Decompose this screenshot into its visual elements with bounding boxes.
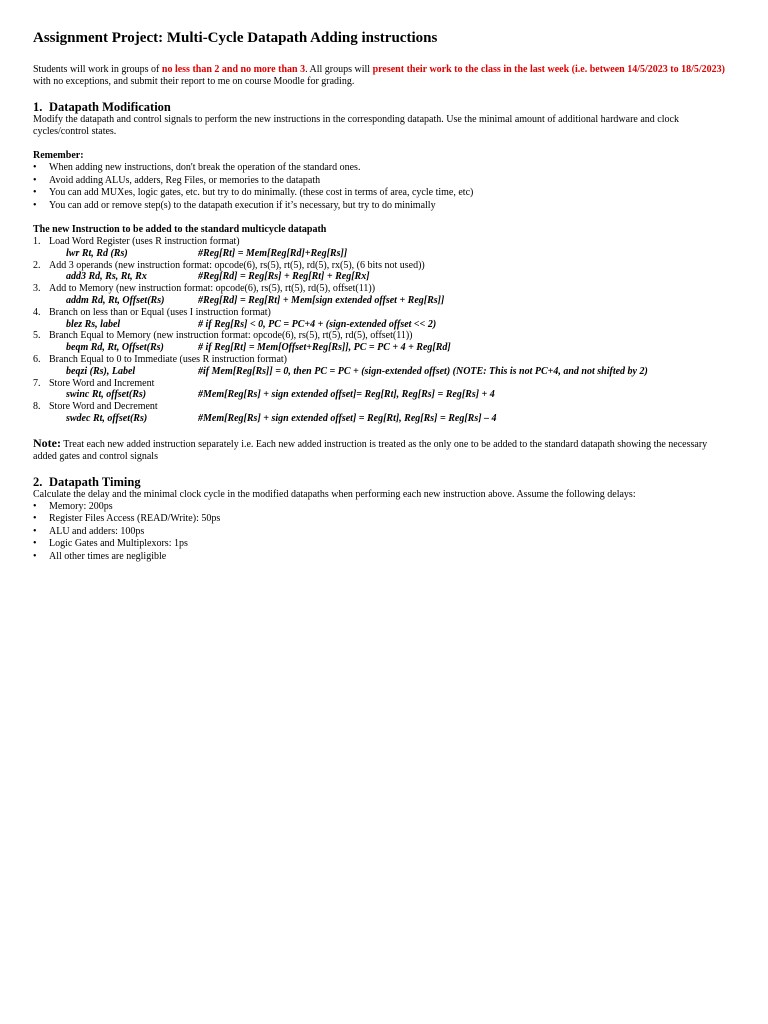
instruction-syntax: addm Rd, Rt, Offset(Rs): [66, 294, 165, 306]
list-item: • When adding new instructions, don't break the operation of the standard ones.: [33, 162, 733, 175]
intro-text-1: Students will work in groups of: [33, 64, 162, 75]
note-paragraph: [33, 437, 733, 463]
intro-paragraph: [33, 64, 733, 88]
instruction-item: 5. Branch Equal to Memory (new instruction format: opcode(6), rs(5), rt(5), rd(5), offset(11)) beqm Rd, Rt, Offset(Rs) # if Reg[Rt] = Mem[Offset+Reg[Rs]], PC = PC + 4 + Reg[Rd]: [33, 330, 451, 354]
list-item: • All other times are negligible: [33, 551, 733, 564]
list-item: • Memory: 200ps: [33, 501, 733, 514]
section-heading-datapath-modification: 1. Datapath Modification: [33, 100, 171, 114]
new-instructions-heading: The new Instruction to be added to the standard multicycle datapath: [33, 224, 327, 235]
list-item: • You can add MUXes, logic gates, etc. but try to do minimally. (these cost in terms of area, cycle time, etc): [33, 187, 733, 200]
list-item: • You can add or remove step(s) to the datapath execution if it’s necessary, but try to do minimally: [33, 200, 733, 213]
instruction-item: 7. Store Word and Increment swinc Rt, offset(Rs) #Mem[Reg[Rs] + sign extended offset]= Reg[Rt], Reg[Rs] = Reg[Rs] + 4: [33, 377, 495, 401]
note-label: Note:: [33, 435, 61, 450]
instruction-item: 3. Add to Memory (new instruction format: opcode(6), rs(5), rt(5), rd(5), offset(11)) addm Rd, Rt, Offset(Rs) #Reg[Rd] = Reg[Rt] + Mem[sign extended offset + Reg[Rs]]: [33, 283, 445, 306]
note-text: Treat each new added instruction separately i.e. Each new added instruction is treated as the only one to be added to the standard datapath showing the necessary added gates and control signals: [33, 438, 708, 462]
group-size-emphasis: no less than 2 and no more than 3: [161, 64, 306, 75]
instruction-syntax: swinc Rt, offset(Rs): [66, 389, 147, 401]
instruction-syntax: lwr Rt, Rd (Rs): [66, 247, 128, 259]
instruction-semantics: #Reg[Rd] = Reg[Rs] + Reg[Rt] + Reg[Rx]: [198, 271, 370, 283]
instruction-semantics: #Mem[Reg[Rs] + sign extended offset]= Reg[Rt], Reg[Rs] = Reg[Rs] + 4: [198, 389, 495, 401]
instruction-syntax: blez Rs, label: [66, 318, 121, 330]
instruction-item: 1. Load Word Register (uses R instruction format) lwr Rt, Rd (Rs) #Reg[Rt] = Mem[Reg[Rd]+Reg[Rs]]: [33, 236, 348, 259]
section-heading-datapath-timing: 2. Datapath Timing: [33, 474, 141, 489]
document-title: Assignment Project: Multi-Cycle Datapath Adding instructions: [33, 30, 438, 46]
intro-text-3: with no exceptions, and submit their report to me on course Moodle for grading.: [33, 76, 355, 87]
instruction-semantics: #Reg[Rt] = Mem[Reg[Rd]+Reg[Rs]]: [198, 247, 348, 259]
instruction-item: 2. Add 3 operands (new instruction format: opcode(6), rs(5), rt(5), rd(5), rx(5), (6 bits not used)) add3 Rd, Rs, Rt, Rx #Reg[Rd] = Reg[Rs] + Reg[Rt] + Reg[Rx]: [33, 259, 425, 283]
instruction-item: 6. Branch Equal to 0 to Immediate (uses R instruction format) beqzi (Rs), Label #if Mem[Reg[Rs]] = 0, then PC = PC + (sign-extended offset) (NOTE: This is not PC+4, and not shifted by 2): [33, 353, 648, 377]
instruction-syntax: swdec Rt, offset(Rs): [66, 412, 148, 424]
presentation-date-emphasis: present their work to the class in the last week (i.e. between 14/5/2023 to 18/5/2023): [372, 64, 725, 75]
section1-text: Modify the datapath and control signals to perform the new instructions in the corresponding datapath. Use the minimal amount of additional hardware and clock cycles/control states.: [33, 114, 679, 137]
remember-list: [33, 162, 733, 212]
instruction-item: 4. Branch on less than or Equal (uses I instruction format) blez Rs, label # if Reg[Rs] < 0, PC = PC+4 + (sign-extended offset << 2): [33, 306, 437, 330]
instruction-syntax: beqzi (Rs), Label: [66, 365, 136, 377]
instruction-semantics: #Reg[Rd] = Reg[Rt] + Mem[sign extended offset + Reg[Rs]]: [198, 294, 445, 306]
instruction-semantics: #Mem[Reg[Rs] + sign extended offset] = Reg[Rt], Reg[Rs] = Reg[Rs] – 4: [198, 412, 497, 424]
instruction-syntax: add3 Rd, Rs, Rt, Rx: [66, 271, 147, 283]
list-item: • Avoid adding ALUs, adders, Reg Files, or memories to the datapath: [33, 175, 733, 188]
instruction-semantics: #if Mem[Reg[Rs]] = 0, then PC = PC + (sign-extended offset) (NOTE: This is not PC+4, and not shifted by 2): [198, 365, 648, 377]
instruction-semantics: # if Reg[Rt] = Mem[Offset+Reg[Rs]], PC = PC + 4 + Reg[Rd]: [198, 342, 451, 354]
remember-heading: Remember:: [33, 150, 84, 161]
list-item: • Register Files Access (READ/Write): 50ps: [33, 513, 733, 526]
intro-text-2: . All groups will: [305, 64, 373, 75]
instruction-item: 8. Store Word and Decrement swdec Rt, offset(Rs) #Mem[Reg[Rs] + sign extended offset] = Reg[Rt], Reg[Rs] = Reg[Rs] – 4: [33, 401, 497, 424]
document-page: [33, 29, 733, 563]
delay-list: [33, 501, 733, 564]
section2-text: Calculate the delay and the minimal clock cycle in the modified datapaths when performing each new instruction above. Assume the following delays:: [33, 488, 636, 500]
instruction-list: [33, 236, 733, 425]
instruction-syntax: beqm Rd, Rt, Offset(Rs): [66, 342, 164, 354]
list-item: • ALU and adders: 100ps: [33, 526, 733, 539]
list-item: • Logic Gates and Multiplexors: 1ps: [33, 538, 733, 551]
instruction-semantics: # if Reg[Rs] < 0, PC = PC+4 + (sign-extended offset << 2): [198, 318, 437, 330]
